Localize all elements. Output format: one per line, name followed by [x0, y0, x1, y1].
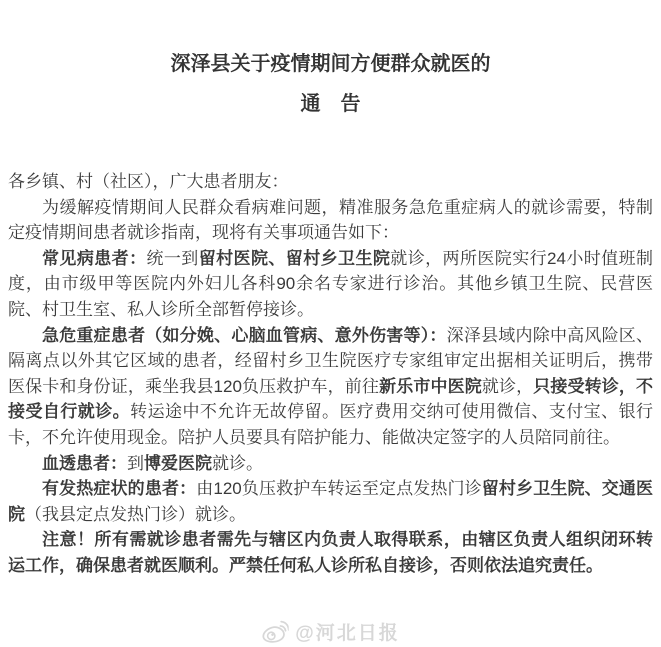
notice-text-bold: 留村医院、留村乡卫生院	[198, 248, 391, 268]
notice-title-line1: 深泽县关于疫情期间方便群众就医的	[170, 53, 491, 75]
notice-paragraph	[8, 527, 653, 578]
notice-text: （我县定点发热门诊）就诊。	[25, 504, 246, 524]
notice-text: 就诊，	[481, 376, 534, 396]
notice-paragraph	[8, 451, 653, 477]
notice-text: 由120负压救护车转运至定点发热门诊	[196, 479, 482, 499]
notice-text-bold: 博爱医院	[144, 453, 212, 473]
notice-paragraph	[8, 476, 653, 527]
notice-document	[0, 52, 661, 647]
notice-paragraph	[8, 246, 653, 323]
notice-paragraph	[8, 169, 653, 195]
notice-text: 为缓解疫情期间人民群众看病难问题，精准服务急危重症病人的就诊需要，特制定疫情期间患者就诊指南，现将有关事项通告如下：	[8, 197, 653, 243]
weibo-icon	[261, 619, 288, 644]
notice-text-bold: 有发热症状的患者：	[42, 479, 197, 499]
notice-body	[0, 169, 661, 579]
notice-text-bold: 新乐市中医院	[379, 376, 482, 396]
notice-text-bold: 血透患者：	[42, 453, 127, 473]
notice-text: 统一到	[146, 248, 199, 268]
notice-text-bold: 常见病患者：	[42, 248, 147, 268]
notice-text: 各乡镇、村（社区），广大患者朋友：	[8, 172, 289, 191]
notice-text-bold: 注意！所有需就诊患者需先与辖区内负责人取得联系，由辖区负责人组织闭环转运工作，确保患者就医顺利。严禁任何私人诊所私自接诊，否则依法追究责任。	[8, 530, 653, 575]
notice-text: 就诊，两所医院实行24小时值班制度，由市级甲等医院内外妇儿各科90余名专家进行诊治。其他乡镇卫生院、民营医院、村卫生室、私人诊所全部暂停接诊。	[8, 248, 654, 319]
notice-text-bold: 只接受转诊，不接受自行就诊。	[8, 376, 654, 422]
notice-paragraph	[8, 323, 653, 451]
watermark	[261, 618, 400, 645]
notice-text: 到	[127, 453, 144, 473]
notice-paragraph	[8, 195, 653, 246]
notice-text: 就诊。	[212, 453, 263, 473]
notice-text: 深泽县域内除中高风险区、隔离点以外其它区域的患者，经留村乡卫生院医疗专家组审定出据相关证明后，携带医保卡和身份证，乘坐我县120负压救护车，前往	[8, 325, 654, 396]
notice-text-bold: 急危重症患者（如分娩、心脑血管病、意外伤害等）：	[42, 325, 447, 345]
notice-title-line2: 通 告	[300, 93, 361, 115]
notice-text-bold: 留村乡卫生院、交通医院	[8, 479, 654, 524]
watermark-handle: @河北日报	[295, 623, 400, 644]
notice-text: 转运途中不允许无故停留。医疗费用交纳可使用微信、支付宝、银行卡，不允许使用现金。陪护人员要具有陪护能力、能做决定签字的人员陪同前往。	[8, 402, 654, 447]
